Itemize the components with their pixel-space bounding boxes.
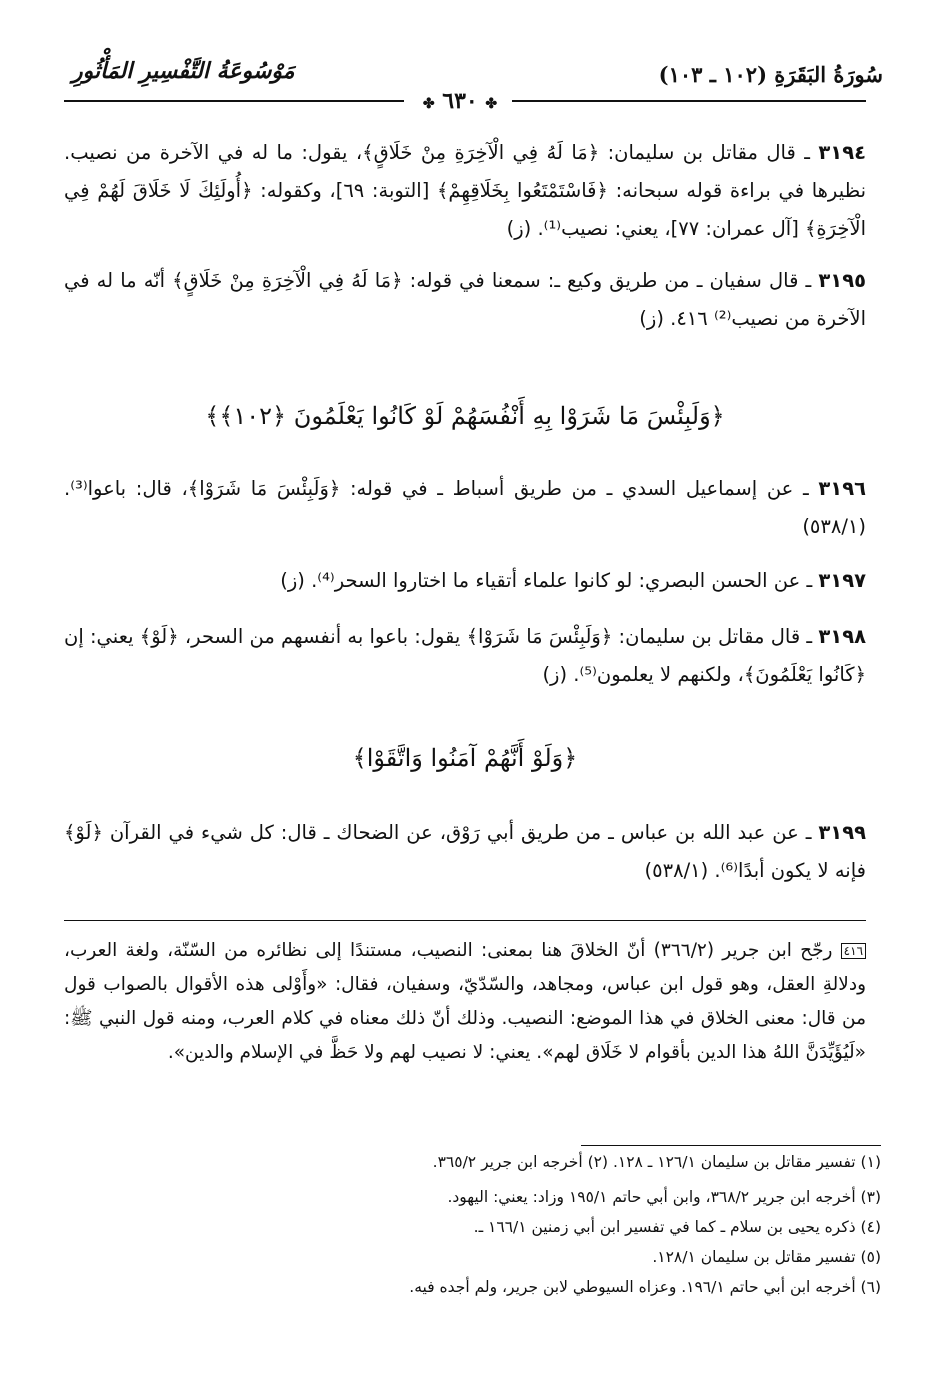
narration-text: ـ قال مقاتل بن سليمان: ﴿وَلَبِئْسَ مَا شَرَوْا﴾ يقول: باعوا به أنفسهم من السحر، ﴿لَوْ﴾ يعني: إن ﴿كَانُوا يَعْلَمُونَ﴾، ولكنهم لا يعلمون⁽⁵⁾. (ز) — [64, 625, 866, 686]
note-text: رجّح ابن جرير (٣٦٦/٢) أنّ الخلاقَ هنا بمعنى: النصيب، مستندًا إلى نظائره من السّنّة، ولغة العرب، ودلالةِ العقل، وهو قول ابن عباس، ومجاهد، والسّدّيّ، وسفيان، فقال: «وأَوْلى هذه الأقوال بالصواب قول من قال: معنى الخلاق في هذا الموضع: النصيب. وذلك أنّ ذلك معناه في كلام العرب، ومنه قول النبي ﷺ: «لَيُؤَيِّدَنَّ اللهُ هذا الدين بأقوام لا خَلَاق لهم». يعني: لا نصيب لهم ولا حَظَّ في الإسلام والدين». — [64, 940, 866, 1063]
narration-number: ٣١٩٦ — [818, 477, 867, 500]
page-number: ✤ ٦٣٠ ✤ — [422, 88, 498, 114]
header-rule-left — [64, 100, 404, 102]
narration-number: ٣١٩٩ — [818, 821, 866, 844]
commentary-note — [64, 934, 866, 1070]
ornament-icon: ✤ — [485, 96, 498, 112]
narration-number: ٣١٩٤ — [818, 141, 866, 164]
footnote-divider — [581, 1145, 881, 1146]
narration-3196 — [64, 470, 866, 546]
footnote: (٣) أخرجه ابن جرير ٣٦٨/٢، وابن أبي حاتم ١٩٥/١ وزاد: يعني: اليهود. — [447, 1188, 881, 1206]
narration-text: ـ عن إسماعيل السدي ـ من طريق أسباط ـ في قوله: ﴿وَلَبِئْسَ مَا شَرَوْا﴾، قال: باعوا⁽³⁾. (٥٣٨/١) — [64, 477, 866, 538]
narration-3194 — [64, 134, 866, 248]
narration-text: ـ قال سفيان ـ من طريق وكيع ـ: سمعنا في قوله: ﴿مَا لَهُ فِي الْآخِرَةِ مِنْ خَلَاقٍ﴾ أنّه ما له في الآخرة من نصيب⁽²⁾ ٤١٦. (ز) — [64, 269, 866, 330]
narration-text: ـ قال مقاتل بن سليمان: ﴿مَا لَهُ فِي الْآخِرَةِ مِنْ خَلَاقٍ﴾، يقول: ما له في الآخرة من نصيب. نظيرها في براءة قوله سبحانه: ﴿فَاسْتَمْتَعُوا بِخَلَاقِهِمْ﴾ [التوبة: ٦٩]، وكقوله: ﴿أُولَئِكَ لَا خَلَاقَ لَهُمْ فِي الْآخِرَةِ﴾ [آل عمران: ٧٧]، يعني: نصيب⁽¹⁾. (ز) — [64, 141, 866, 240]
narration-3197 — [64, 562, 866, 600]
narration-3198 — [64, 618, 866, 694]
note-tag: ٤١٦ — [841, 943, 866, 959]
quran-verse-heading: ﴿وَلَبِئْسَ مَا شَرَوْا بِهِ أَنْفُسَهُمْ لَوْ كَانُوا يَعْلَمُونَ ﴿١٠٢﴾﴾ — [205, 402, 725, 430]
narration-number: ٣١٩٧ — [818, 569, 866, 592]
footnote: (١) تفسير مقاتل بن سليمان ١٢٦/١ ـ ١٢٨. (٢) أخرجه ابن جرير ٣٦٥/٢. — [432, 1153, 881, 1171]
narration-number: ٣١٩٥ — [818, 269, 866, 292]
footnote: (٤) ذكره يحيى بن سلام ـ كما في تفسير ابن أبي زمنين ١٦٦/١ ـ. — [473, 1218, 881, 1236]
narration-3199 — [64, 814, 866, 890]
header-rule-right — [512, 100, 866, 102]
narration-text: ـ عن عبد الله بن عباس ـ من طريق أبي رَوْق، عن الضحاك ـ قال: كل شيء في القرآن ﴿لَوْ﴾ فإنه لا يكون أبدًا⁽⁶⁾. (٥٣٨/١) — [64, 821, 866, 882]
ornament-icon: ✤ — [422, 96, 435, 112]
footnote: (٦) أخرجه ابن أبي حاتم ١٩٦/١. وعزاه السيوطي لابن جرير، ولم أجده فيه. — [409, 1278, 881, 1296]
narration-3195 — [64, 262, 866, 338]
surah-title: سُورَةُ البَقَرَةِ (١٠٢ ـ ١٠٣) — [658, 62, 883, 87]
narration-text: ـ عن الحسن البصري: لو كانوا علماء أتقياء ما اختاروا السحر⁽⁴⁾. (ز) — [280, 569, 813, 592]
footnote: (٥) تفسير مقاتل بن سليمان ١٢٨/١. — [652, 1248, 881, 1266]
narration-number: ٣١٩٨ — [818, 625, 866, 648]
section-divider — [64, 920, 866, 921]
quran-verse-heading: ﴿وَلَوْ أَنَّهُمْ آمَنُوا وَاتَّقَوْا﴾ — [352, 744, 578, 772]
book-title: مَوْسُوعَةُ التَّفْسِيرِ المَأْثُورِ — [72, 58, 295, 84]
